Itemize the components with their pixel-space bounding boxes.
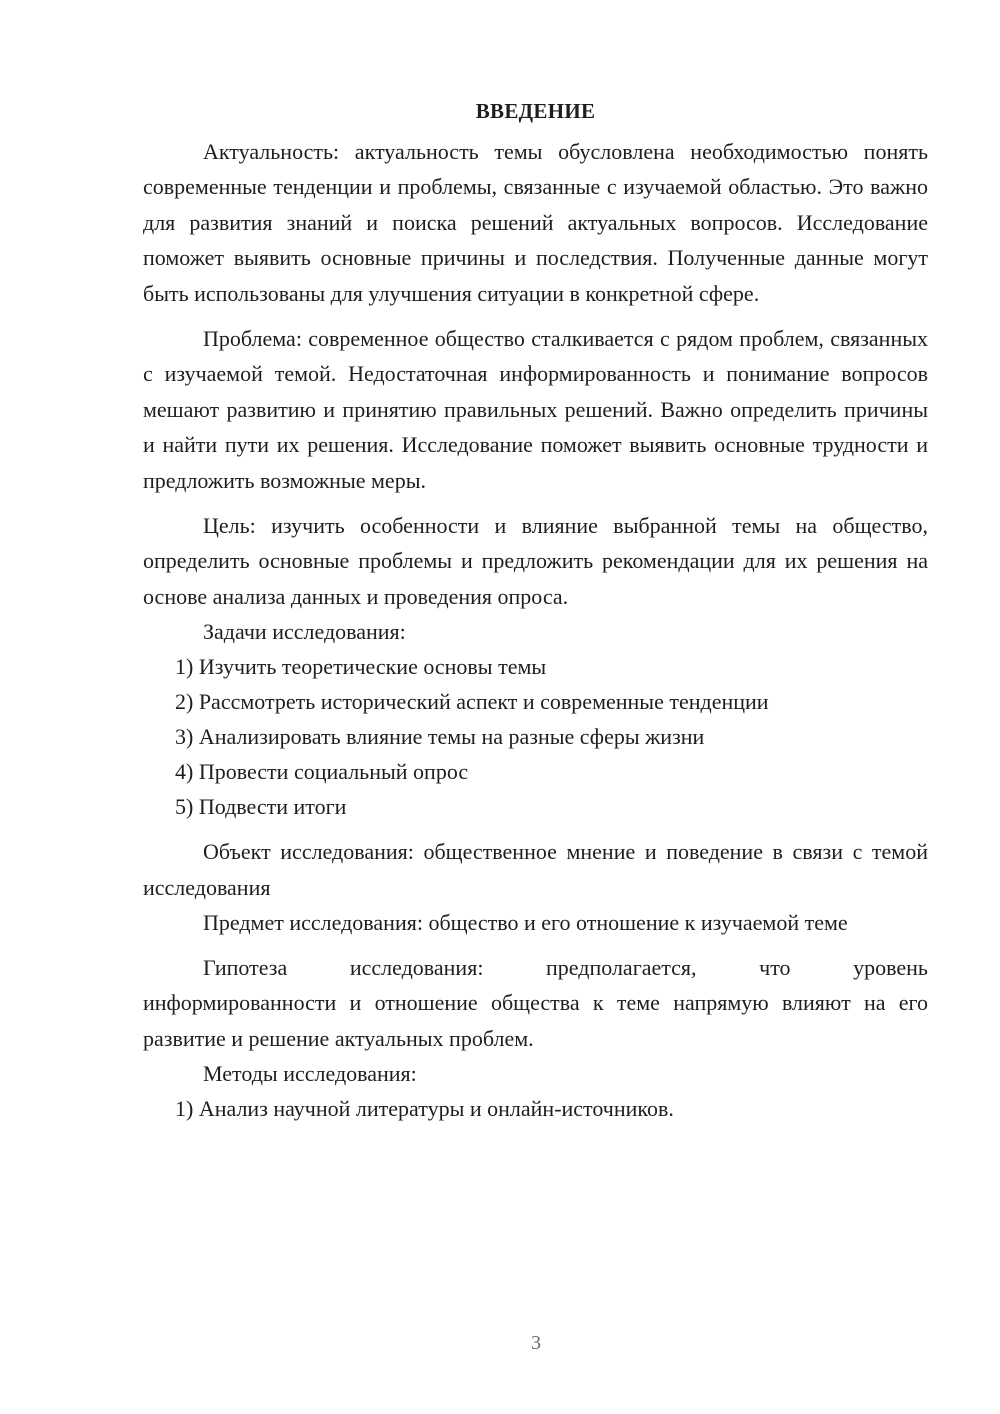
list-item: 1) Изучить теоретические основы темы <box>175 654 547 680</box>
hypothesis-word: что <box>759 955 791 981</box>
list-item: 5) Подвести итоги <box>175 794 347 820</box>
hypothesis-word: исследования: <box>349 955 484 981</box>
hypothesis-paragraph <box>143 950 928 1056</box>
hypothesis-continuation: информированности и отношение общества к теме напрямую влияют на его развитие и решение актуальных проблем. <box>143 990 928 1051</box>
page-number: 3 <box>531 1332 541 1354</box>
subject-paragraph: Предмет исследования: общество и его отношение к изучаемой теме <box>203 910 848 936</box>
methods-list <box>143 1091 928 1126</box>
list-item: 4) Провести социальный опрос <box>175 759 469 785</box>
goal-paragraph: Цель: изучить особенности и влияние выбранной темы на общество, определить основные проблемы и предложить рекомендации для их решения на основе анализа данных и проведения опроса. <box>143 513 928 609</box>
tasks-heading: Задачи исследования: <box>203 619 406 645</box>
list-item: 3) Анализировать влияние темы на разные сферы жизни <box>175 724 705 750</box>
tasks-list <box>143 649 928 824</box>
hypothesis-word: Гипотеза <box>203 955 288 981</box>
page-content <box>143 96 928 1126</box>
relevance-paragraph: Актуальность: актуальность темы обусловлена необходимостью понять современные тенденции и проблемы, связанные с изучаемой областью. Это важно для развития знаний и поиска решений актуальных вопросов. Исследование поможет выявить основные причины и последствия. Полученные данные могут быть использованы для улучшения ситуации в конкретной сфере. <box>143 139 928 306</box>
hypothesis-first-line <box>143 950 928 985</box>
page-title: ВВЕДЕНИЕ <box>475 99 596 123</box>
hypothesis-word: уровень <box>853 955 928 981</box>
problem-paragraph: Проблема: современное общество сталкивается с рядом проблем, связанных с изучаемой темой. Недостаточная информированность и понимание вопросов мешают развитию и принятию правильных решений. Важно определить причины и найти пути их решения. Исследование поможет выявить основные трудности и предложить возможные меры. <box>143 326 928 493</box>
object-paragraph: Объект исследования: общественное мнение и поведение в связи с темой исследования <box>143 839 928 900</box>
hypothesis-word: предполагается, <box>546 955 697 981</box>
list-item: 1) Анализ научной литературы и онлайн-источников. <box>175 1095 674 1121</box>
list-item: 2) Рассмотреть исторический аспект и современные тенденции <box>175 689 769 715</box>
methods-heading: Методы исследования: <box>203 1060 417 1086</box>
